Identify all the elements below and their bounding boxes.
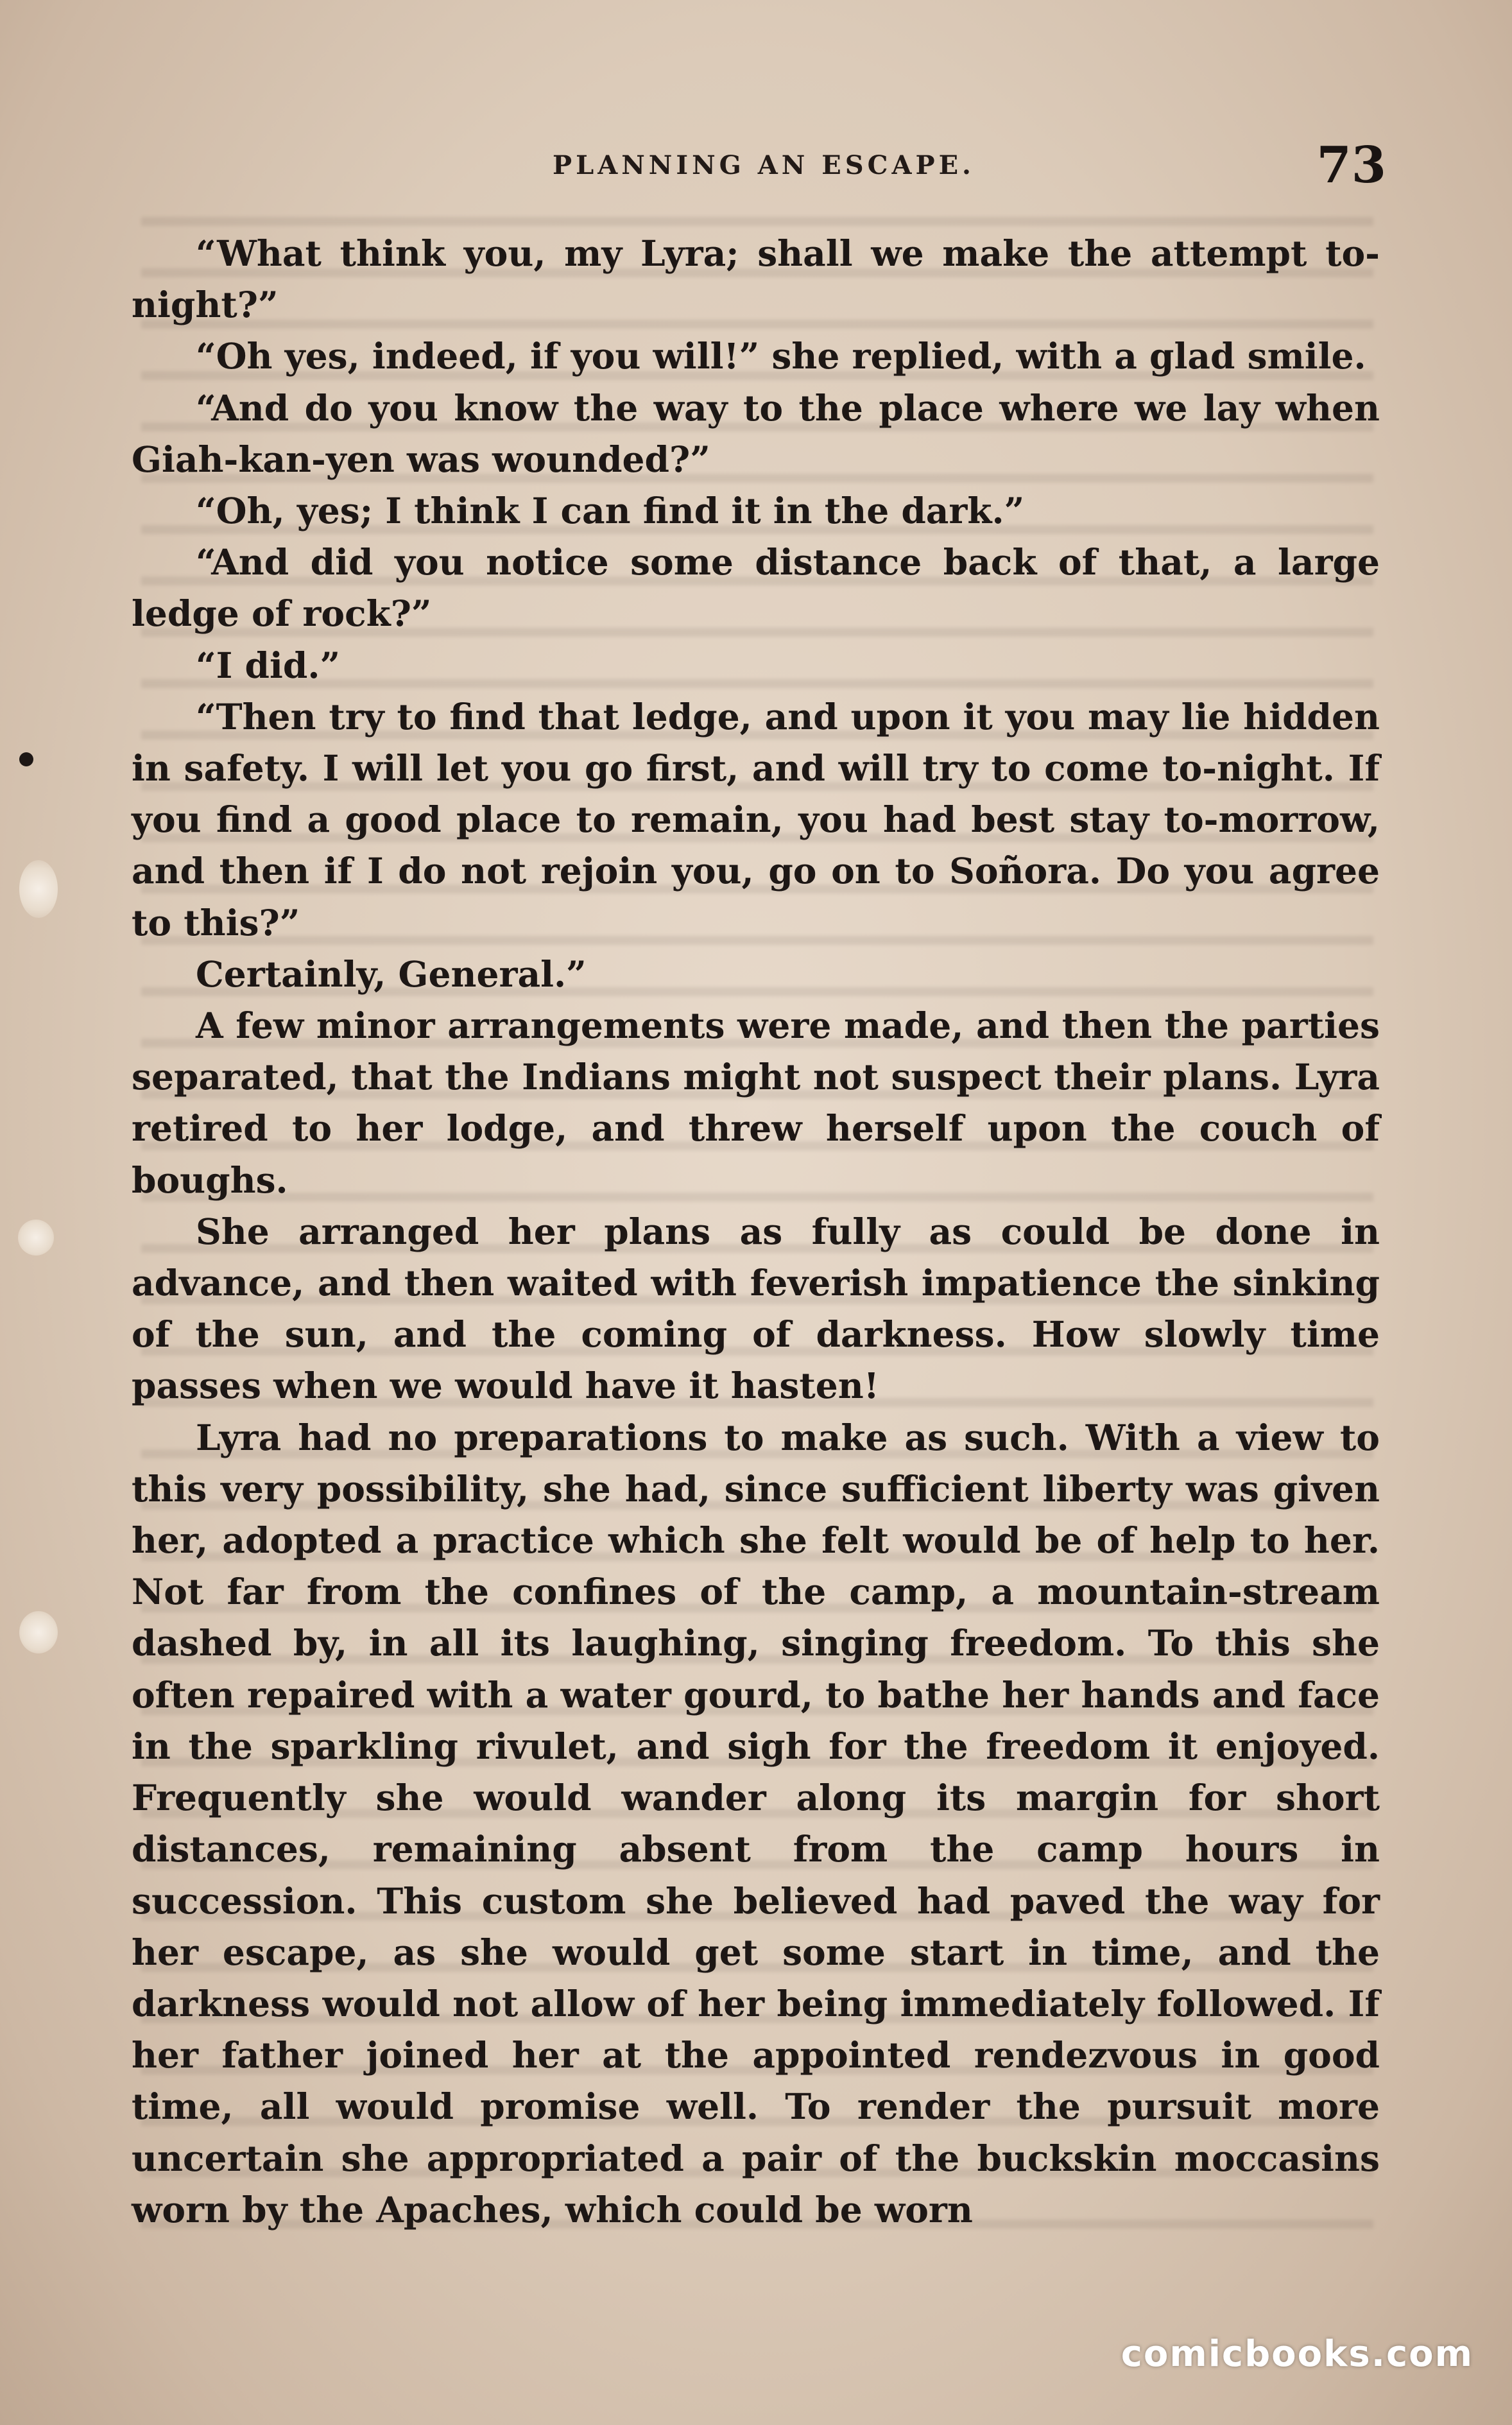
paragraph: Lyra had no preparations to make as such. With a view to this very possibility, she had, since sufficient liberty was given her, adopted a practice which she felt would be of help to her. Not far from the confines of the camp, a mountain-stream dashed by, in all its laughing, singing freedom. To this she often repaired with a water gourd, to bathe her hands and face in the sparkling rivulet, and sigh for the freedom it enjoyed. Frequently she would wander along its margin for short distances, remaining absent from the camp hours in succession. This custom she believed had paved the way for her escape, as she would get some start in time, and the darkness would not allow of her being immediately followed. If her father joined her at the appointed rendezvous in good time, all would promise well. To render the pursuit more uncertain she appropriated a pair of the buckskin moccasins worn by the Apaches, which could be worn: [132, 1416, 1380, 2231]
paragraph: “Oh yes, indeed, if you will!” she replied, with a glad smile.: [196, 335, 1366, 377]
running-head: PLANNING AN ESCAPE.: [553, 150, 975, 180]
paragraph: She arranged her plans as fully as could be done in advance, and then waited with feverish impatience the sinking of the sun, and the coming of darkness. How slowly time passes when we would have it hasten!: [132, 1210, 1380, 1407]
paragraph: “What think you, my Lyra; shall we make the attempt to-night?”: [132, 232, 1380, 326]
paragraph: “I did.”: [196, 644, 341, 686]
page-number: 73: [1316, 136, 1386, 194]
page-header: [141, 136, 1386, 200]
binding-hole: [19, 860, 58, 918]
paragraph: “Then try to find that ledge, and upon it you may lie hidden in safety. I will let you go first, and will try to come to-night. If you find a good place to remain, you had best stay to-morrow, and then if I do not rejoin you, go on to Soñora. Do you agree to this?”: [132, 695, 1380, 944]
paragraph: “And did you notice some distance back of that, a large ledge of rock?”: [132, 541, 1380, 635]
paragraph: “Oh, yes; I think I can find it in the dark.”: [196, 490, 1025, 532]
binding-hole: [19, 1611, 58, 1653]
binding-hole: [18, 1220, 54, 1256]
body-text: [132, 228, 1380, 2236]
paragraph: Certainly, General.”: [196, 953, 587, 995]
site-watermark: comicbooks.com: [1121, 2333, 1473, 2375]
paragraph: A few minor arrangements were made, and then the parties separated, that the Indians might not suspect their plans. Lyra retired to her lodge, and threw herself upon the couch of boughs.: [132, 1005, 1380, 1201]
paragraph: “And do you know the way to the place where we lay when Giah-kan-yen was wounded?”: [132, 386, 1380, 480]
margin-ink-dot: [19, 752, 33, 766]
